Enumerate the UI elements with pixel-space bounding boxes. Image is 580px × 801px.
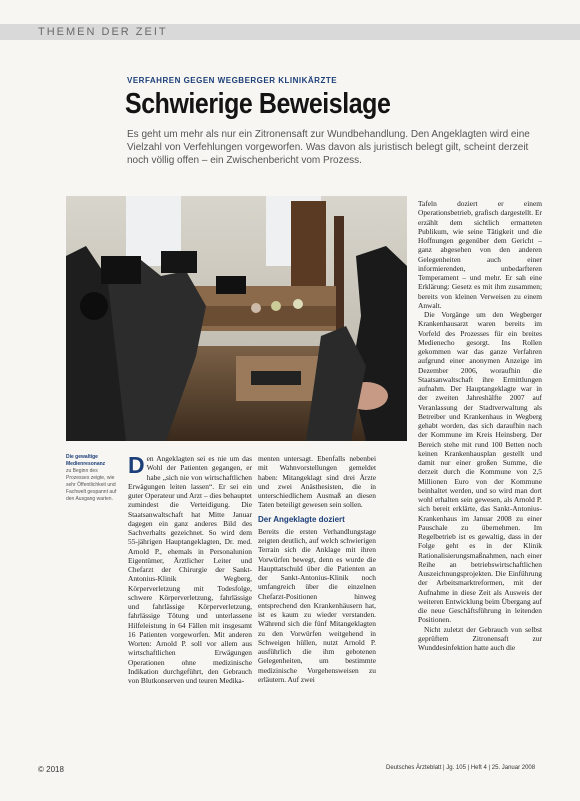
caption-title: Die gewaltige Medienresonanz <box>66 454 106 467</box>
article-title: Schwierige Beweislage <box>125 88 391 120</box>
body-paragraph: Nicht zuletzt der Gebrauch von selbst geprüftem Zitronensaft zur Wunddesinfektion hatte auch die <box>418 624 542 652</box>
body-paragraph: Tafeln doziert er einem Operationsbetrieb, grafisch dargestellt. Er erzählt dem sichtlich ermatteten Publikum, wie seine Tätigkeit und die Hoffnungen gegenüber dem Gericht – ganz abgesehen von den anderen Gelegenheiten auch einer informierenden, unbedarfteren Temperament – und mehr. Er sah eine Erklärung: Gesetz es mit ihm zusammen; bereits von kleinen Verweisen zu einem Anwalt. <box>418 199 542 310</box>
drop-cap: D <box>128 452 145 478</box>
article-kicker: VERFAHREN GEGEN WEGBERGER KLINIKÄRZTE <box>127 76 338 85</box>
section-rubric: THEMEN DER ZEIT <box>38 26 168 38</box>
body-paragraph: menten untersagt. Ebenfalls nebenbei mit Wahnvorstellungen gemeldet haben: Mitangeklagt sind drei Ärzte und zwei Anästhesisten, die in unterschiedlichem Ausmaß an diesen Taten beteiligt gewesen sein sollen. <box>258 454 376 510</box>
issue-info: Deutsches Ärzteblatt | Jg. 105 | Heft 4 | 25. Januar 2008 <box>386 765 536 771</box>
article-lead: Es geht um mehr als nur ein Zitronensaft zur Wundbehandlung. Den Angeklagten wird eine Vielzahl von Verfehlungen vorgeworfen. Was davon als juristisch belegt gilt, scheint derzeit noch völlig offen – ein Zwischenbericht vom Prozess. <box>127 129 530 166</box>
body-column-3 <box>418 199 542 652</box>
section-subhead: Der Angeklagte doziert <box>258 514 345 524</box>
caption-text: zu Beginn des Prozesses zeigte, wie sehr Öffentlichkeit und Fachwelt gespannt auf den Ausgang warten. <box>66 468 117 502</box>
courtroom-photo-illustration <box>66 196 407 441</box>
body-paragraph: Bereits die ersten Verhandlungstage zeigten deutlich, auf welch schwierigen Terrain sich die Anklage mit ihren Vorwürfen bewegt, denn es wurde die Haupttatschuld über die Patienten an der Sankt-Antonius-Klinik noch umfangreich über die einzelnen Chefarzt-Positionen hinweg entsprechend den Krankenhäusern hat, ist es kaum zu wieder verstanden. Während sich die fünf Mitangeklagten zu den Vorwürfen weitgehend in Schweigen hüllen, nutzt Arnold P. ausführlich die ihm gebotenen Gelegenheiten, um bestimmte medizinische Vorgehensweisen zu erläutern. Auf zwei <box>258 526 376 684</box>
photo-caption <box>66 454 121 503</box>
body-paragraph: en Angeklagten sei es nie um das Wohl der Patienten gegangen, er habe „sich nie von wirtschaftlichen Erwägungen leiten lassen“. Er sei ein guter Operateur und Arzt – dies behauptet zumindest die Verteidigung. Die Staatsanwaltschaft hat Mitte Januar dagegen ein ganz anderes Bild des Sachverhalts gezeichnet. So wird dem 55-jährigen Hauptangeklagten, Dr. med. Arnold P., ehemals in Personalunion Eigentümer, Ärztlicher Leiter und Chefarzt der Chirurgie der Sankt-Antonius-Klinik Wegberg, Körperverletzung mit Todesfolge, schwere Körperverletzung, fahrlässige und fahrlässige Körperverletzung, fahrlässige Tötung und unterlassene Hilfeleistung in 64 Fällen mit insgesamt 16 Patienten vorgeworfen. Mit anderen Worten: Arnold P. soll vor allem aus wirtschaftlichen Erwägungen Operationen ohne medizinische Indikation durchgeführt, den Gebrauch von Blutkonserven und teuren Medika- <box>128 454 252 685</box>
copyright-mark: © 2018 <box>38 765 64 774</box>
body-paragraph: Die Vorgänge um den Wegberger Krankenhausarzt waren bereits im Vorfeld des Prozesses für ein breites Medienecho gesorgt. Ins Rollen gekommen war das ganze Verfahren aufgrund einer anonymen Anzeige im Dezember 2006, woraufhin die Staatsanwaltschaft ihre Ermittlungen aufnahm. Der Hauptangeklagte war in der zweiten Jahreshälfte 2007 auf Veranlassung der Stadtverwaltung als Betreiber und Krankenhaus in Wegberg gehabt worden, das sich daraufhin nach der Kommune im Kreis Heinsberg. Der Bereich stehe mit rund 100 Betten noch keinen Krankenhausplan gestellt und damit nur einer großen Summe, die derzeit durch die Kommune von 2,5 Millionen Euro von der Kommune beinhaltet werden, und so wird man dort wohl erhalten sein gewesen, als Arnold P. sich bereit erklärte, das Sankt-Antonius-Krankenhaus im Januar 2008 zu einer Pauschale zu übernehmen. Im Regelbetrieb ist es gewaltig, dass in der Folge geht es in der Klinik Rationalisierungsmaßnahmen, nach einer Reihe an betriebswirtschaftlichen Auszeichnungsprojekten. Die Einführung der Arbeitsmarktreformen, mit der Aufnahme in diese Zeit als Ausweis der weiteren Entwicklung beim Übergang auf die neue Geschäftsführung in leitenden Positionen. <box>418 310 542 625</box>
body-column-1 <box>128 454 252 685</box>
courtroom-photo <box>66 196 407 441</box>
body-column-2 <box>258 454 376 684</box>
